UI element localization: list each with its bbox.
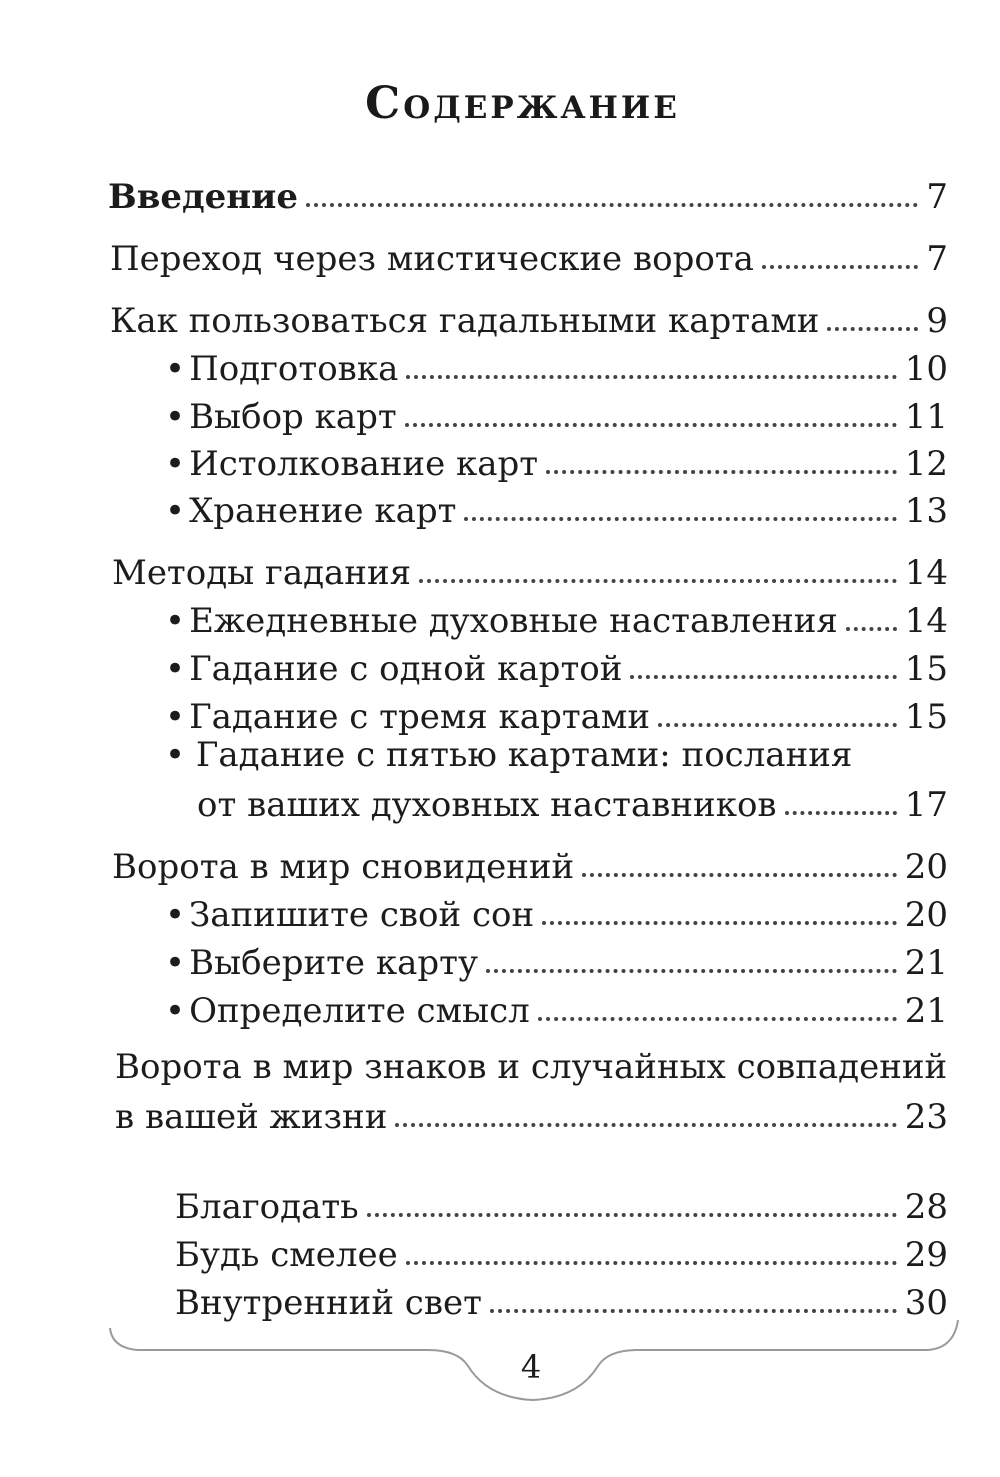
bullet-icon: • bbox=[165, 444, 186, 484]
dot-leader bbox=[406, 375, 896, 379]
bullet-icon: • bbox=[165, 649, 186, 689]
toc-page-number: 20 bbox=[904, 847, 948, 887]
toc-page-number: 29 bbox=[904, 1235, 948, 1275]
dot-leader bbox=[630, 675, 896, 679]
toc-entry-label: Выберите карту bbox=[189, 943, 478, 983]
toc-page-number: 17 bbox=[904, 785, 948, 825]
toc-page-number: 14 bbox=[904, 553, 948, 593]
toc-entry-mystic-gate[interactable] bbox=[110, 232, 948, 279]
toc-page-number: 14 bbox=[904, 601, 948, 641]
dot-leader bbox=[542, 921, 897, 925]
toc-entry-find-meaning[interactable] bbox=[165, 984, 948, 1031]
toc-entry-label: Переход через мистические ворота bbox=[110, 239, 754, 279]
toc-page-number: 7 bbox=[926, 239, 948, 279]
dot-leader bbox=[762, 265, 918, 269]
dot-leader bbox=[846, 627, 897, 631]
toc-entry-label: Истолкование карт bbox=[189, 444, 539, 484]
toc-entry-label: Подготовка bbox=[189, 349, 399, 389]
toc-entry-label-continuation: в вашей жизни bbox=[115, 1097, 388, 1137]
toc-page-number: 11 bbox=[904, 397, 948, 437]
toc-page-number: 20 bbox=[904, 895, 948, 935]
toc-entry-label: Определите смысл bbox=[189, 991, 530, 1031]
dot-leader bbox=[486, 969, 897, 973]
toc-entry-three-cards[interactable] bbox=[165, 690, 948, 737]
toc-page-number: 28 bbox=[904, 1187, 948, 1227]
dot-leader bbox=[658, 723, 897, 727]
dot-leader bbox=[306, 203, 918, 207]
bullet-icon: • bbox=[165, 895, 186, 935]
toc-entry-label: Гадание с тремя картами bbox=[189, 697, 651, 737]
toc-entry-five-cards-line1[interactable] bbox=[165, 735, 853, 775]
toc-entry-introduction[interactable] bbox=[108, 170, 948, 217]
toc-entry-label: Ворота в мир знаков и случайных совпадений bbox=[115, 1047, 948, 1087]
dot-leader bbox=[785, 811, 897, 815]
toc-entry-one-card[interactable] bbox=[165, 642, 948, 689]
dot-leader bbox=[395, 1123, 896, 1127]
toc-page-number: 15 bbox=[904, 649, 948, 689]
dot-leader bbox=[582, 873, 897, 877]
toc-entry-label: Ворота в мир сновидений bbox=[112, 847, 575, 887]
bullet-icon: • bbox=[165, 349, 186, 389]
dot-leader bbox=[406, 1261, 897, 1265]
bullet-icon: • bbox=[165, 397, 186, 437]
dot-leader bbox=[367, 1213, 897, 1217]
toc-entry-storage[interactable] bbox=[165, 484, 948, 531]
toc-entry-label: Гадание с пятью картами: послания bbox=[195, 735, 853, 775]
bullet-icon: • bbox=[165, 735, 186, 775]
toc-page-number: 12 bbox=[904, 444, 948, 484]
toc-entry-card-choice[interactable] bbox=[165, 390, 948, 437]
toc-entry-label: Методы гадания bbox=[112, 553, 412, 593]
toc-entry-signs-gate[interactable] bbox=[115, 1090, 948, 1137]
toc-entry-five-cards[interactable] bbox=[197, 778, 948, 825]
bullet-icon: • bbox=[165, 601, 186, 641]
toc-entry-signs-gate-line1[interactable] bbox=[115, 1047, 948, 1087]
toc-entry-label: Ежедневные духовные наставления bbox=[189, 601, 838, 641]
dot-leader bbox=[538, 1017, 897, 1021]
dot-leader bbox=[405, 423, 897, 427]
toc-page-number: 9 bbox=[926, 301, 948, 341]
dot-leader bbox=[827, 327, 918, 331]
toc-page-number: 21 bbox=[904, 991, 948, 1031]
toc-entry-write-dream[interactable] bbox=[165, 888, 948, 935]
toc-page-number: 7 bbox=[926, 177, 948, 217]
toc-entry-label: Введение bbox=[108, 177, 299, 217]
toc-entry-interpretation[interactable] bbox=[165, 437, 948, 484]
toc-entry-preparation[interactable] bbox=[165, 342, 948, 389]
toc-entry-label: Как пользоваться гадальными картами bbox=[110, 301, 820, 341]
toc-entry-methods[interactable] bbox=[112, 546, 948, 593]
toc-page-number: 21 bbox=[904, 943, 948, 983]
toc-entry-label: Внутренний свет bbox=[175, 1283, 482, 1323]
bullet-icon: • bbox=[165, 943, 186, 983]
toc-entry-label-continuation: от ваших духовных наставников bbox=[197, 785, 777, 825]
dot-leader bbox=[419, 579, 897, 583]
dot-leader bbox=[546, 470, 897, 474]
toc-page-number: 30 bbox=[904, 1283, 948, 1323]
toc-entry-how-to-use[interactable] bbox=[110, 294, 948, 341]
toc-entry-label: Гадание с одной картой bbox=[189, 649, 623, 689]
bullet-icon: • bbox=[165, 697, 186, 737]
toc-entry-grace[interactable] bbox=[175, 1180, 948, 1227]
page-number-folio: 4 bbox=[520, 1348, 542, 1386]
toc-entry-label: Будь смелее bbox=[175, 1235, 398, 1275]
bullet-icon: • bbox=[165, 991, 186, 1031]
toc-page-number: 13 bbox=[904, 491, 948, 531]
bullet-icon: • bbox=[165, 491, 186, 531]
toc-entry-dream-gate[interactable] bbox=[112, 840, 948, 887]
toc-entry-label: Благодать bbox=[175, 1187, 359, 1227]
toc-page-number: 23 bbox=[904, 1097, 948, 1137]
toc-entry-daily-guidance[interactable] bbox=[165, 594, 948, 641]
dot-leader bbox=[464, 517, 896, 521]
toc-entry-label: Запишите свой сон bbox=[189, 895, 535, 935]
toc-entry-label: Хранение карт bbox=[189, 491, 457, 531]
toc-entry-choose-card[interactable] bbox=[165, 936, 948, 983]
toc-entry-label: Выбор карт bbox=[189, 397, 397, 437]
page-title: Содержание bbox=[365, 78, 680, 129]
toc-entry-be-brave[interactable] bbox=[175, 1228, 948, 1275]
toc-page-number: 10 bbox=[904, 349, 948, 389]
toc-page-number: 15 bbox=[904, 697, 948, 737]
